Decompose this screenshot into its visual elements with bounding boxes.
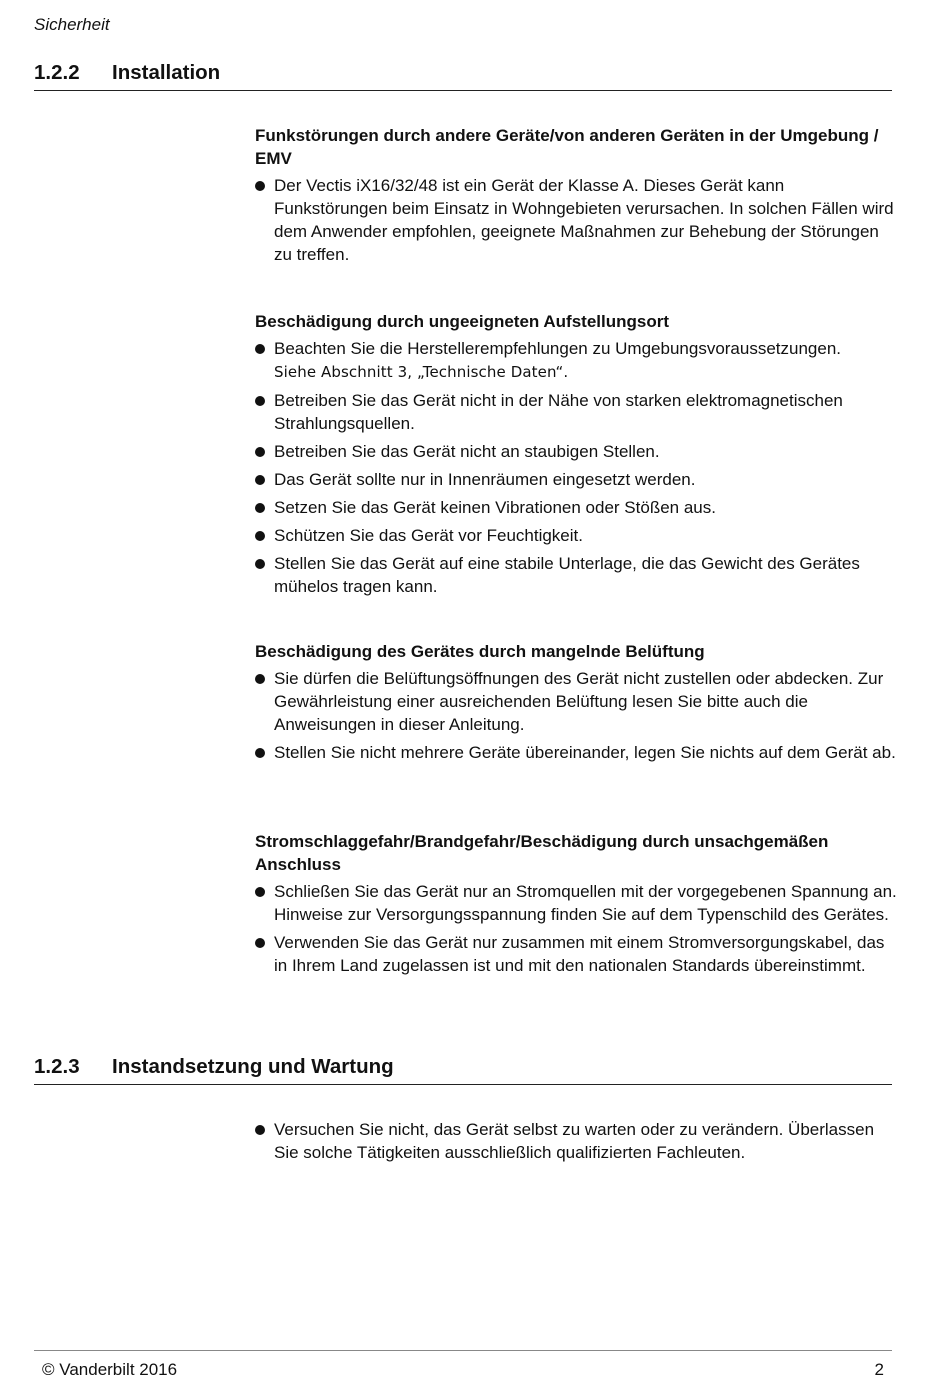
- list-item-text: Verwenden Sie das Gerät nur zusammen mit einem Stromversorgungskabel, das in Ihrem Land zugelassen ist und mit den nationalen Standards übereinstimmt.: [274, 933, 885, 975]
- bullet-list: [255, 174, 900, 266]
- list-item: [255, 741, 900, 764]
- group-aufstellungsort: [255, 310, 900, 603]
- group-emv: [255, 124, 900, 271]
- copyright-text: © Vanderbilt 2016: [42, 1360, 178, 1379]
- cross-reference-link[interactable]: Siehe Abschnitt 3, „Technische Daten“.: [274, 363, 569, 381]
- list-item: [255, 440, 900, 463]
- running-header: Sicherheit: [34, 15, 110, 34]
- list-item: [255, 880, 900, 926]
- group-wartung: [255, 1118, 900, 1169]
- bullet-icon: [255, 887, 265, 897]
- list-item-text: Das Gerät sollte nur in Innenräumen eingesetzt werden.: [274, 470, 696, 489]
- group-stromschlag: [255, 830, 900, 982]
- bullet-icon: [255, 559, 265, 569]
- list-item: [255, 931, 900, 977]
- bullet-icon: [255, 396, 265, 406]
- list-item-text: Schließen Sie das Gerät nur an Stromquellen mit der vorgegebenen Spannung an. Hinweise zur Versorgungsspannung finden Sie auf dem Typenschild des Gerätes.: [274, 882, 897, 924]
- list-item-text: Setzen Sie das Gerät keinen Vibrationen oder Stößen aus.: [274, 498, 716, 517]
- list-item-text: Stellen Sie das Gerät auf eine stabile Unterlage, die das Gewicht des Gerätes mühelos tragen kann.: [274, 554, 860, 596]
- section-number: 1.2.2: [34, 61, 80, 84]
- group-belueftung: [255, 640, 900, 769]
- bullet-icon: [255, 475, 265, 485]
- list-item: [255, 174, 900, 266]
- group-title: Beschädigung des Gerätes durch mangelnde Belüftung: [255, 642, 705, 661]
- list-item-text: Schützen Sie das Gerät vor Feuchtigkeit.: [274, 526, 583, 545]
- list-item: [255, 667, 900, 736]
- list-item-text: Der Vectis iX16/32/48 ist ein Gerät der Klasse A. Dieses Gerät kann Funkstörungen beim Einsatz in Wohngebieten verursachen. In solchen Fällen wird dem Anwender empfohlen, geeignete Maßnahmen zur Behebung der Störungen zu treffen.: [274, 176, 894, 264]
- list-item-text: Sie dürfen die Belüftungsöffnungen des Gerät nicht zustellen oder abdecken. Zur Gewährleistung einer ausreichenden Belüftung lesen Sie bitte auch die Anweisungen in dieser Anleitung.: [274, 669, 884, 734]
- bullet-icon: [255, 674, 265, 684]
- list-item: [255, 552, 900, 598]
- bullet-icon: [255, 503, 265, 513]
- bullet-list: [255, 880, 900, 977]
- list-item: [255, 337, 900, 384]
- list-item: [255, 389, 900, 435]
- list-item: [255, 468, 900, 491]
- group-title: Funkstörungen durch andere Geräte/von anderen Geräten in der Umgebung / EMV: [255, 126, 879, 168]
- bullet-icon: [255, 531, 265, 541]
- list-item: [255, 1118, 900, 1164]
- bullet-icon: [255, 447, 265, 457]
- bullet-list: [255, 337, 900, 598]
- list-item: [255, 524, 900, 547]
- section-title: Installation: [112, 61, 221, 84]
- section-title: Instandsetzung und Wartung: [112, 1055, 394, 1078]
- list-item: [255, 496, 900, 519]
- section-heading-wartung: [34, 1056, 892, 1085]
- list-item-text: Beachten Sie die Herstellerempfehlungen zu Umgebungsvoraussetzungen.: [274, 339, 842, 358]
- section-heading-installation: [34, 62, 892, 91]
- group-title: Beschädigung durch ungeeigneten Aufstellungsort: [255, 312, 670, 331]
- list-item-text: Versuchen Sie nicht, das Gerät selbst zu warten oder zu verändern. Überlassen Sie solche Tätigkeiten ausschließlich qualifizierten Fachleuten.: [274, 1120, 875, 1162]
- page-number: 2: [874, 1360, 884, 1379]
- section-number: 1.2.3: [34, 1055, 80, 1078]
- bullet-icon: [255, 1125, 265, 1135]
- page-footer: [34, 1350, 892, 1379]
- bullet-list: [255, 667, 900, 764]
- bullet-list: [255, 1118, 900, 1164]
- bullet-icon: [255, 344, 265, 354]
- list-item-text: Betreiben Sie das Gerät nicht in der Nähe von starken elektromagnetischen Strahlungsquellen.: [274, 391, 843, 433]
- group-title: Stromschlaggefahr/Brandgefahr/Beschädigung durch unsachgemäßen Anschluss: [255, 832, 829, 874]
- list-item-text: Betreiben Sie das Gerät nicht an staubigen Stellen.: [274, 442, 660, 461]
- bullet-icon: [255, 181, 265, 191]
- bullet-icon: [255, 938, 265, 948]
- bullet-icon: [255, 748, 265, 758]
- list-item-text: Stellen Sie nicht mehrere Geräte übereinander, legen Sie nichts auf dem Gerät ab.: [274, 743, 896, 762]
